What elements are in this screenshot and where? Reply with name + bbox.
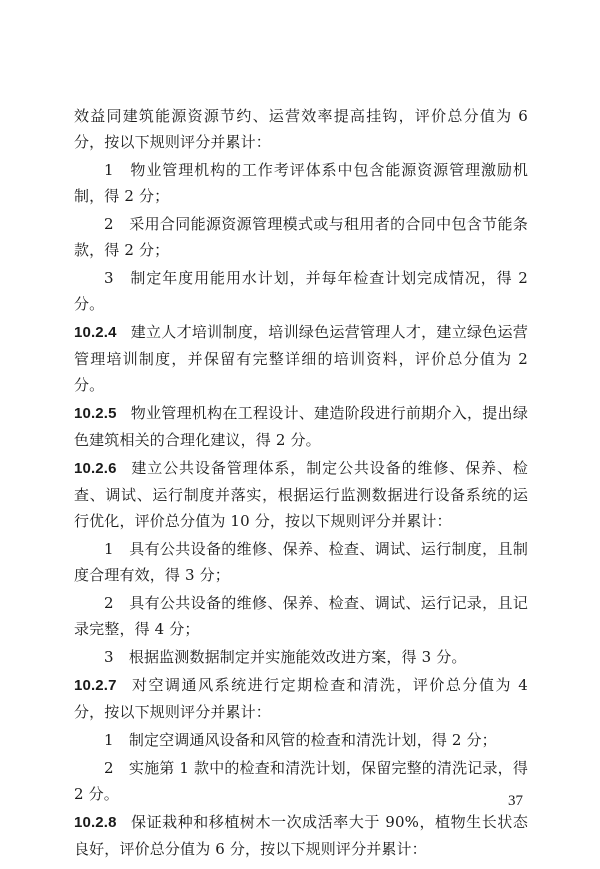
clause-text: 保证栽种和移植树木一次成活率大于 90%，植物生长状态良好，评价总分值为 6 分，按以下规则评分并累计： [74, 813, 528, 858]
clause-10-2-4 [74, 319, 528, 398]
clause-10-2-7 [74, 672, 528, 725]
list-item: 1 物业管理机构的工作考评体系中包含能源资源管理激励机制，得 2 分； [74, 161, 528, 205]
page-number: 37 [508, 793, 523, 809]
clause-text: 物业管理机构在工程设计、建造阶段进行前期介入，提出绿色建筑相关的合理化建议，得 2 分。 [74, 404, 528, 449]
clause-number: 10.2.6 [74, 460, 117, 477]
list-item: 1 具有公共设备的维修、保养、检查、调试、运行制度，且制度合理有效，得 3 分； [74, 540, 528, 584]
clause-text: 建立公共设备管理体系，制定公共设备的维修、保养、检查、调试、运行制度并落实，根据运行监测数据进行设备系统的运行优化，评价总分值为 10 分，按以下规则评分并累计： [74, 459, 528, 530]
list-item: 3 制定年度用能用水计划，并每年检查计划完成情况，得 2 分。 [74, 269, 528, 313]
clause-10-2-6 [74, 455, 528, 534]
paragraph-continuation: 效益同建筑能源资源节约、运营效率提高挂钩，评价总分值为 6 分，按以下规则评分并累计： [74, 107, 528, 151]
list-item: 1 制定空调通风设备和风管的检查和清洗计划，得 2 分； [104, 731, 497, 749]
clause-text: 建立人才培训制度，培训绿色运营管理人才，建立绿色运营管理培训制度，并保留有完整详细的培训资料，评价总分值为 2 分。 [74, 323, 528, 394]
clause-10-2-5 [74, 400, 528, 453]
list-item: 3 根据监测数据制定并实施能效改进方案，得 3 分。 [104, 648, 467, 666]
clause-10-2-8 [74, 809, 528, 862]
clause-number: 10.2.7 [74, 677, 117, 694]
list-item: 2 实施第 1 款中的检查和清洗计划，保留完整的清洗记录，得 2 分。 [74, 759, 528, 803]
clause-number: 10.2.4 [74, 324, 117, 341]
list-item: 2 采用合同能源资源管理模式或与租用者的合同中包含节能条款，得 2 分； [74, 215, 528, 259]
clause-number: 10.2.8 [74, 814, 117, 831]
clause-number: 10.2.5 [74, 405, 117, 422]
clause-text: 对空调通风系统进行定期检查和清洗，评价总分值为 4 分，按以下规则评分并累计： [74, 676, 528, 721]
list-item: 2 具有公共设备的维修、保养、检查、调试、运行记录，且记录完整，得 4 分； [74, 594, 528, 638]
document-body [74, 103, 528, 864]
